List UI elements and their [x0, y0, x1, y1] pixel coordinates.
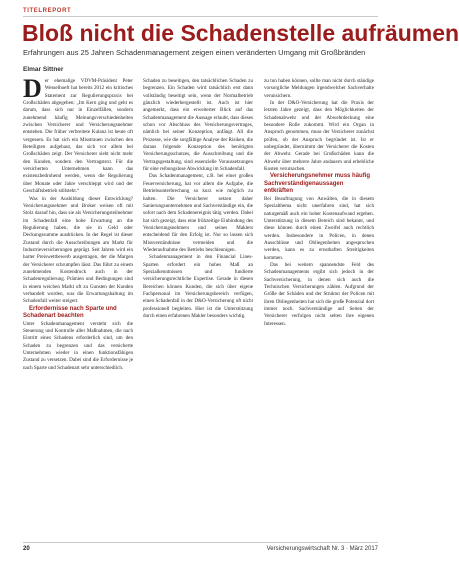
text-column-2 — [143, 78, 253, 320]
paragraph: Schadenmanagement in den Financial Lines-Sparten erfordert ein hohes Maß an Spezialkenntnissen und fundierte versicherungsrechtliche Expertise. Gerade in diesen Bereichen können Kunden, die sich über eigene Fachpersonal im Versicherungsbereich verfügen, einen Schadenfall in der D&O-Versicherung oft nicht professionell begleiten. Hier ist die Unterstützung durch einen erfahrenen Makler besonders wichtig. — [143, 254, 253, 319]
paragraph: Unter Schadenmanagement versteht sich die Steuerung und Kontrolle aller Maßnahmen, die nach Eintritt eines Schadens erforderlich sind, um den Schaden zu begrenzen und das versicherte Unternehmen wieder in einen funktionsfähigen Zustand zu versetzen. Dabei sind die Erfordernisse je nach Sparte und Schadenart sehr unterschiedlich. — [23, 320, 133, 371]
section-divider — [23, 16, 378, 17]
paragraph: Das Schadenmanagement, z.B. bei einer großen Feuerversicherung, hat vor allem die Aufgabe, die Betriebsunterbrechung so kurz wie möglich zu halten. Die Versicherer setzen daher Sanierungsunternehmen und Sachverständige ein, die sofort nach dem Schadenereignis tätig werden. Dabei hat sich gezeigt, dass eine frühzeitige Einbindung des Versicherungsnehmers und seines Maklers entscheidend für den Erfolg ist. Nur so lassen sich Missverständnisse vermeiden und die Wiederaufnahme des Betriebs beschleunigen. — [143, 173, 253, 253]
page-number: 20 — [23, 546, 30, 552]
journal-citation: Versicherungswirtschaft Nr. 3 · März 2017 — [266, 546, 378, 552]
article-headline: Bloß nicht die Schadenstelle aufräumen — [22, 20, 459, 46]
paragraph: In der D&O-Versicherung hat die Praxis der letzten Jahre gezeigt, dass den Möglichkeiten der Schadenabwehr und der Abwehrdeckung eine besondere Rolle zukommt. Wird ein Organ in Anspruch genommen, muss der Versicherer zunächst prüfen, ob der Anspruch begründet ist. Ist er unbegründet, übernimmt der Versicherer die Kosten der Abwehr. Gerade bei Großschäden kann die Abwehr über mehrere Jahre andauern und erhebliche Kosten verursachen. — [264, 100, 374, 173]
text-column-1 — [23, 74, 133, 372]
subheading: Versicherungsnehmer muss häufig Sachverständigenaussagen entkräften — [264, 173, 371, 195]
paragraph: zu tun haben können, sollte man nicht durch ständige vorsorgliche Meldungen irgendwelcher Sachverhalte verunsichern. — [264, 78, 374, 99]
paragraph — [23, 74, 133, 196]
section-label: TITELREPORT — [23, 8, 72, 14]
footer-divider — [23, 542, 378, 543]
paragraph-text: er ehemalige VDVM-Präsident Peter Wesselhoeft hat bereits 2012 ein kritisches Statement zur Regulierungspraxis bei Großschäden abgegeben: „Im Kern ging und geht es darum, dass sich nur in Einzelfällen, sondern zunehmend häufig Meinungsverschiedenheiten zwischen Versicherer und Versicherungsnehmer entstehen. Die früher verbreitete Kulanz ist heute oft vergessen. Es hat sich ein Misstrauen zwischen den Beteiligten aufgebaut, das sich vor allem bei Großschäden zeigt. Der Versicherer sieht nicht mehr den Kunden, sondern den Vertragstext. Für die versicherten Unternehmen kann das existenzbedrohend werden, wenn die Regulierung über Monate oder Jahre verschleppt wird und der Geschäftsbetrieb stillsteht.“ — [23, 78, 133, 195]
article-author: Elmar Sittner — [23, 66, 64, 73]
drop-cap: D — [23, 74, 42, 103]
paragraph: Schaden zu beseitigen, den tatsächlichen Schaden zu begrenzen. Ein Schaden wird tatsächlich erst dann vollständig beseitigt sein, wenn der Normalbetrieb gänzlich wiederhergestellt ist. Auch ist hier angemerkt, dass ein erweiterter Blick auf das Schadenmanagement die Aussage erlaubt, dass dieses schon vor Abschluss des Versicherungsvertrages, nämlich bei seiner Konzeption, anfängt. All die Prozesse, wie die sorgfältige Analyse der Risiken, die daraus folgende Konzeption des benötigten Versicherungsschutzes, die Ausschreibung und die Vertragsgestaltung, sind essenzielle Voraussetzungen für eine reibungslose Abwicklung im Schadenfall. — [143, 78, 253, 173]
paragraph: Bei Beauftragung von Anwälten, die in diesem Spezialthema nicht unerfahren sind, hat sich naturgemäß auch ein hoher Kostenaufwand ergeben. Unterstützung in diesem Bereich sind bekannt, und diese können durch einen Zweifel auch rechtlich werden. Insbesondere in Policen, in denen Ausschlüsse und Obliegenheiten angesprochen werden, kann es zu ernsthaften Streitigkeiten kommen. — [264, 195, 374, 261]
paragraph: Das bei weitem spannendste Feld des Schadenmanagements ergibt sich jedoch in der Sachversicherung, in denen sich auch die Technischen Versicherungen zählen. Aufgrund der Größe der Schäden und der Struktur der Policen mit ihren Obliegenheiten hat sich die große Potenzial dort immer noch. Sachverständige auf Seiten der Versicherer verfolgen nicht selten ihre eigenen Interessen. — [264, 262, 374, 327]
top-bar — [0, 0, 400, 6]
article-subtitle: Erfahrungen aus 25 Jahren Schadenmanagement zeigen einen veränderten Umgang mit Großbränden — [23, 48, 366, 57]
subheading: Erfordernisse nach Sparte und Schadenart beachten — [23, 305, 117, 320]
text-column-3 — [264, 78, 374, 328]
paragraph: Was in der Ausbildung dieser Entwicklung? Versicherungsnehmer und Broker weisen oft mit Stolz darauf hin, dass sie als Versicherungsteilnehmer im Schadenfall eine hohe Erwartung an die Regulierung haben, die sie in Geld oder Deckungssumme ausdrücken. In der Regel ist dieser Zustand durch die Ausschreibungen am Markt für Industrieversicherungen geprägt. Seit Jahren wird ein harter Preiswettbewerb ausgetragen, der die Margen der Versicherer schrumpfen lässt. Das führt zu einem zunehmenden Kostendruck auch in der Schadenregulierung. Prämien und Bedingungen sind in einem weichen Markt oft zu Gunsten der Kunden verhandelt worden, was die Erwartungshaltung im Schadenfall weiter steigert. — [23, 195, 133, 305]
